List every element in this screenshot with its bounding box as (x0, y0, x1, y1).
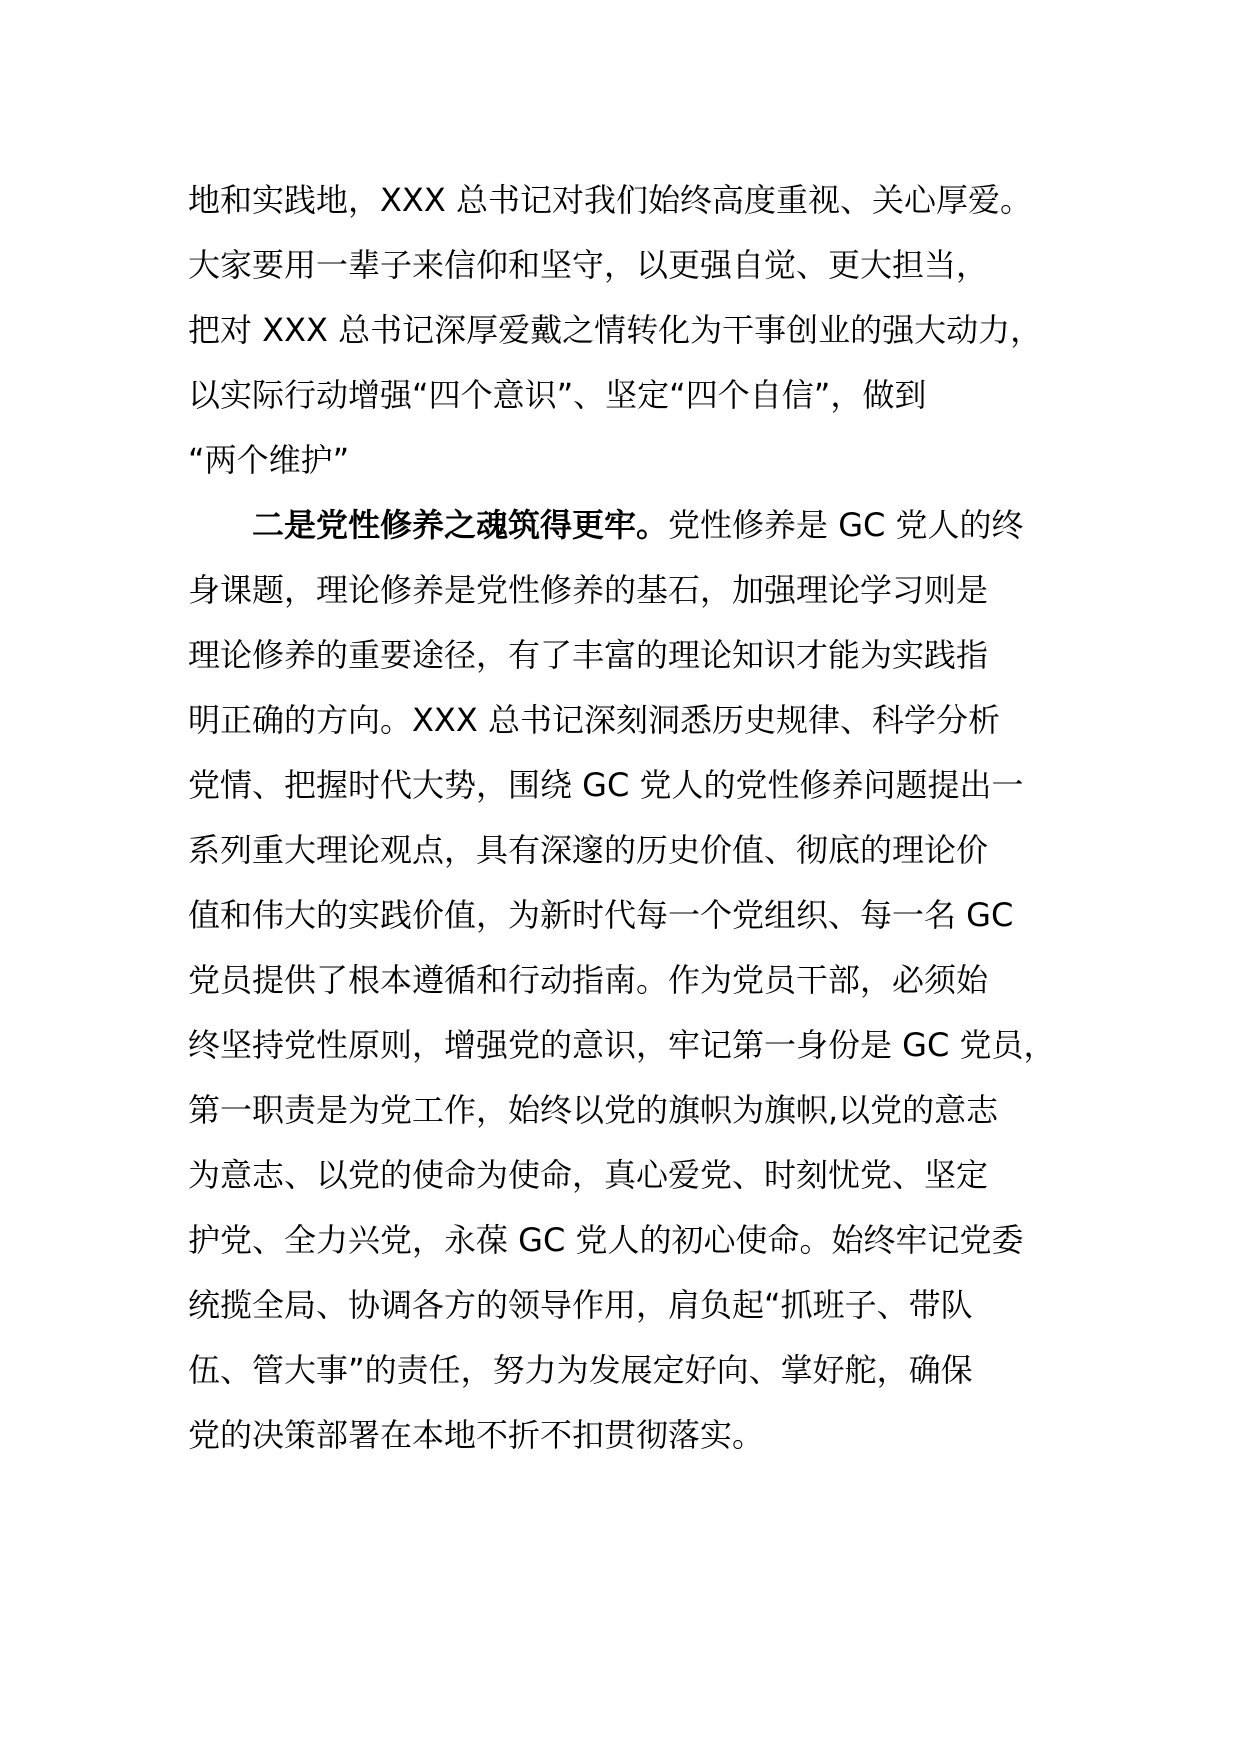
para2-line-6: 系列重大理论观点，具有深邃的历史价值、彻底的理论价 (188, 831, 989, 869)
para2-line-15: 党的决策部署在本地不折不扣贯彻落实。 (188, 1416, 765, 1454)
para2-line-11: 为意志、以党的使命为使命，真心爱党、时刻忧党、坚定 (188, 1156, 989, 1194)
para1-line-4: 以实际行动增强“四个意识”、坚定“四个自信”，做到 (188, 376, 927, 414)
para2-first-line-text: 党性修养是 GC 党人的终 (668, 506, 1024, 544)
para2-line-5: 党情、把握时代大势，围绕 GC 党人的党性修养问题提出一 (188, 766, 1024, 804)
para2-line-13: 统揽全局、协调各方的领导作用，肩负起“抓班子、带队 (188, 1286, 973, 1324)
para2-line-10: 第一职责是为党工作，始终以党的旗帜为旗帜,以党的意志 (188, 1091, 999, 1129)
para2-line-12: 护党、全力兴党，永葆 GC 党人的初心使命。始终牢记党委 (188, 1221, 1024, 1259)
para2-line-4: 明正确的方向。XXX 总书记深刻洞悉历史规律、科学分析 (188, 701, 1000, 739)
para2-line-14: 伍、管大事”的责任，努力为发展定好向、掌好舵，确保 (188, 1351, 973, 1389)
document-body (188, 168, 1088, 1468)
para1-line-5: “两个维护” (188, 441, 350, 479)
para2-line-1 (188, 493, 1088, 558)
para1-line-1: 地和实践地，XXX 总书记对我们始终高度重视、关心厚爱。 (188, 181, 1032, 219)
para2-line-2: 身课题，理论修养是党性修养的基石，加强理论学习则是 (188, 571, 989, 609)
para2-line-7: 值和伟大的实践价值，为新时代每一个党组织、每一名 GC (188, 896, 1014, 934)
para2-line-9: 终坚持党性原则，增强党的意识，牢记第一身份是 GC 党员， (188, 1026, 1056, 1064)
para1-line-3: 把对 XXX 总书记深厚爱戴之情转化为干事创业的强大动力， (188, 311, 1043, 349)
para2-line-3: 理论修养的重要途径，有了丰富的理论知识才能为实践指 (188, 636, 989, 674)
para1-line-2: 大家要用一辈子来信仰和坚守，以更强自觉、更大担当， (188, 246, 989, 284)
para2-line-8: 党员提供了根本遵循和行动指南。作为党员干部，必须始 (188, 961, 989, 999)
para2-lead-heading: 二是党性修养之魂筑得更牢。 (252, 506, 669, 544)
